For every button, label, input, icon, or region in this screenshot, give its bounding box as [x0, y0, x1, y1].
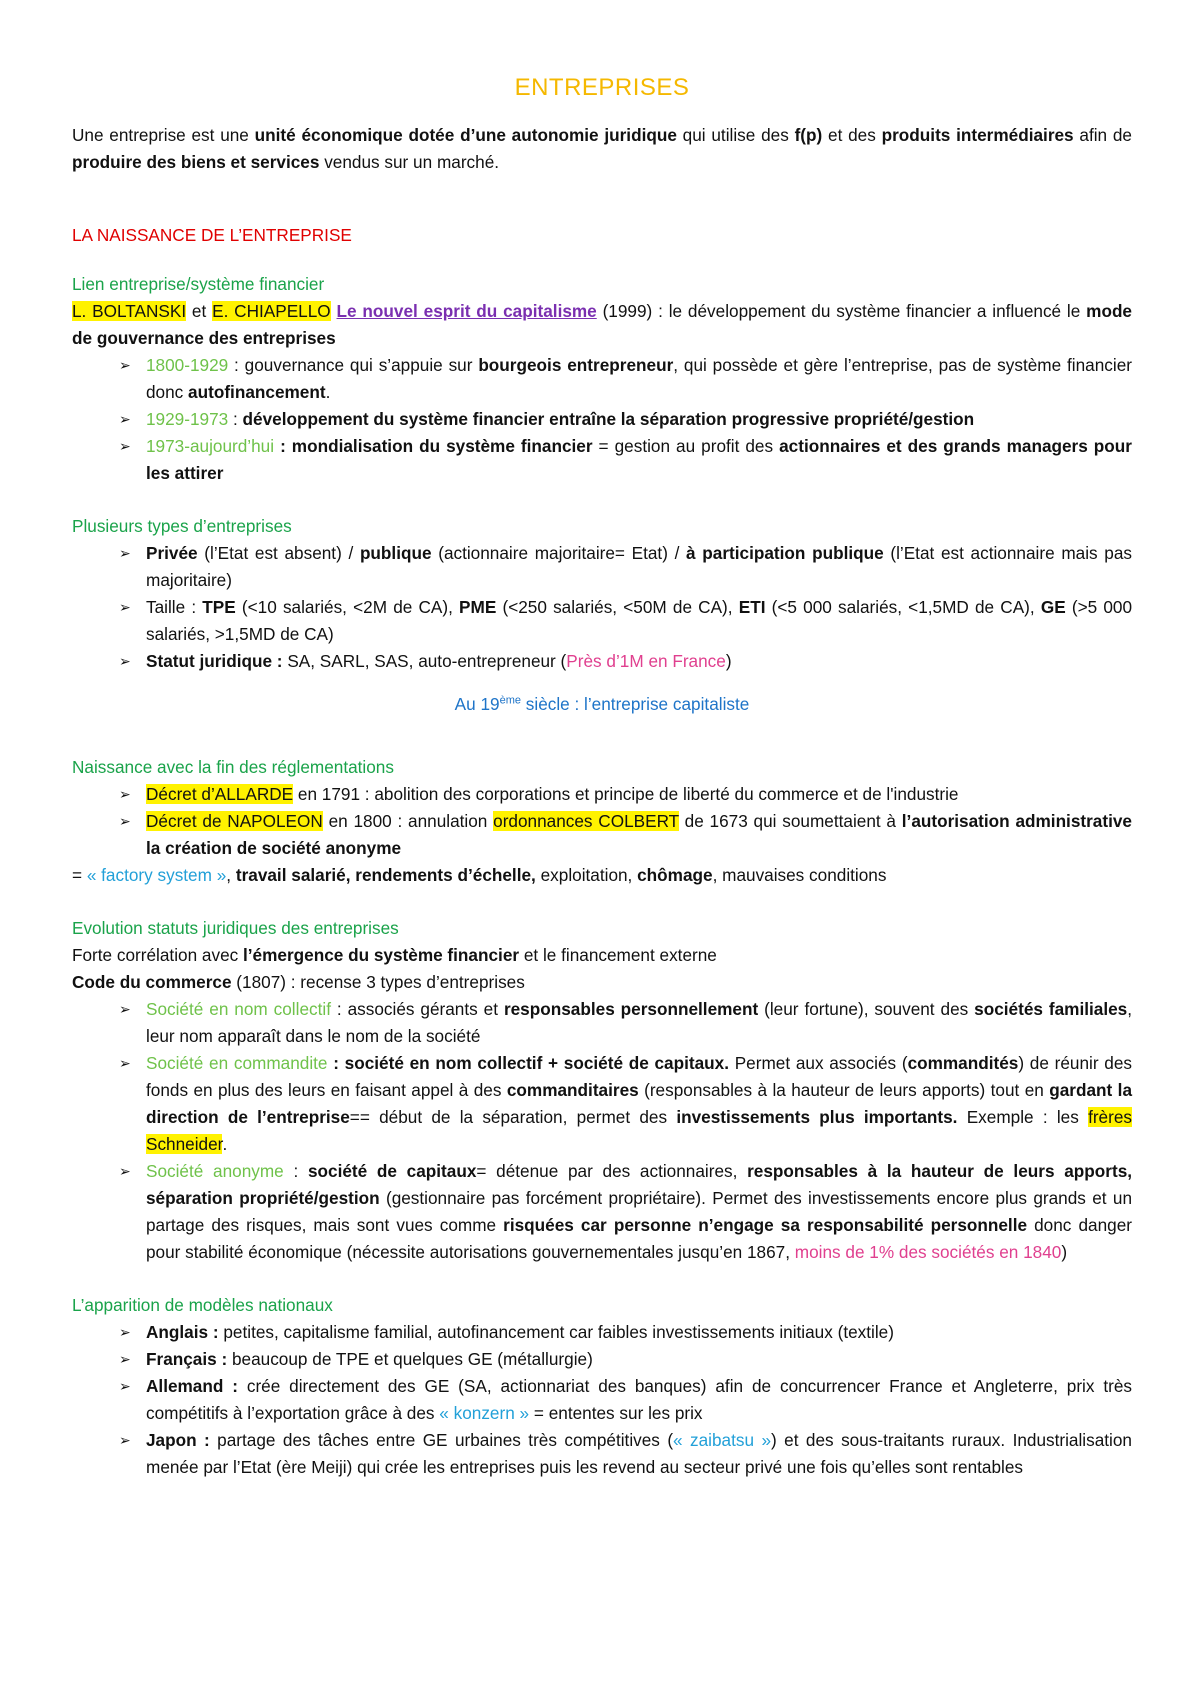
- document-page: [72, 62, 1132, 1481]
- list-item: ➢ 1929-1973 : développement du système financier entraîne la séparation progressive propriété/gestion: [146, 406, 1132, 433]
- page-title: ENTREPRISES: [514, 74, 690, 101]
- list-item: ➢ Allemand : crée directement des GE (SA, actionnariat des banques) afin de concurrencer France et Angleterre, prix très compétitifs à l’exportation grâce à des « konzern » = ententes sur les prix: [146, 1373, 1132, 1427]
- arrow-bullet-icon: ➢: [119, 653, 131, 669]
- arrow-bullet-icon: ➢: [119, 1324, 131, 1340]
- arrow-bullet-icon: ➢: [119, 813, 131, 829]
- arrow-bullet-icon: ➢: [119, 599, 131, 615]
- subsection-heading: Plusieurs types d’entreprises: [72, 516, 292, 536]
- list-item: ➢ Société anonyme : société de capitaux= détenue par des actionnaires, responsables à la hauteur de leurs apports, séparation propriété/gestion (gestionnaire pas forcément propriétaire). Permet des investissements encore plus grands et un partage des risques, mais sont vues comme risquées car personne n’engage sa responsabilité personnelle donc danger pour stabilité économique (nécessite autorisations gouvernementales jusqu’en 1867, moins de 1% des sociétés en 1840): [146, 1158, 1132, 1266]
- decrees-list: [72, 781, 1132, 862]
- list-item: ➢ Statut juridique : SA, SARL, SAS, auto-entrepreneur (Près d’1M en France): [146, 648, 1132, 675]
- list-item: ➢ 1800-1929 : gouvernance qui s’appuie sur bourgeois entrepreneur, qui possède et gère l’entreprise, pas de système financier donc autofinancement.: [146, 352, 1132, 406]
- list-item: ➢ Français : beaucoup de TPE et quelques GE (métallurgie): [146, 1346, 1132, 1373]
- types-list: [72, 540, 1132, 675]
- century-heading: Au 19ème siècle : l’entreprise capitaliste: [454, 694, 750, 714]
- code-commerce-line: Code du commerce (1807) : recense 3 types d’entreprises: [72, 972, 525, 992]
- subsection-heading: Evolution statuts juridiques des entreprises: [72, 918, 399, 938]
- arrow-bullet-icon: ➢: [119, 545, 131, 561]
- subsection-heading: L’apparition de modèles nationaux: [72, 1295, 333, 1315]
- list-item: ➢ Société en commandite : société en nom collectif + société de capitaux. Permet aux associés (commandités) de réunir des fonds en plus des leurs en faisant appel à des commanditaires (responsables à la hauteur de leurs apports) tout en gardant la direction de l’entreprise== début de la séparation, permet des investissements plus importants. Exemple : les frères Schneider.: [146, 1050, 1132, 1158]
- list-item: ➢ Anglais : petites, capitalisme familial, autofinancement car faibles investissements initiaux (textile): [146, 1319, 1132, 1346]
- section-heading: LA NAISSANCE DE L’ENTREPRISE: [72, 225, 352, 245]
- boltanski-paragraph: L. BOLTANSKI et E. CHIAPELLO Le nouvel esprit du capitalisme (1999) : le développement du système financier a influencé le mode de gouvernance des entreprises: [72, 301, 1132, 348]
- subsection-heading: Lien entreprise/système financier: [72, 274, 325, 294]
- list-item: ➢ Décret d’ALLARDE en 1791 : abolition des corporations et principe de liberté du commerce et de l'industrie: [146, 781, 1132, 808]
- list-item: ➢ 1973-aujourd’hui : mondialisation du système financier = gestion au profit des actionnaires et des grands managers pour les attirer: [146, 433, 1132, 487]
- arrow-bullet-icon: ➢: [119, 1378, 131, 1394]
- company-forms-list: [72, 996, 1132, 1266]
- list-item: ➢ Décret de NAPOLEON en 1800 : annulation ordonnances COLBERT de 1673 qui soumettaient à l’autorisation administrative la création de société anonyme: [146, 808, 1132, 862]
- arrow-bullet-icon: ➢: [119, 357, 131, 373]
- arrow-bullet-icon: ➢: [119, 1001, 131, 1017]
- correlation-line: Forte corrélation avec l’émergence du système financier et le financement externe: [72, 945, 717, 965]
- arrow-bullet-icon: ➢: [119, 1163, 131, 1179]
- national-models-list: [72, 1319, 1132, 1481]
- arrow-bullet-icon: ➢: [119, 1351, 131, 1367]
- governance-list: [72, 352, 1132, 487]
- arrow-bullet-icon: ➢: [119, 411, 131, 427]
- arrow-bullet-icon: ➢: [119, 786, 131, 802]
- arrow-bullet-icon: ➢: [119, 1055, 131, 1071]
- subsection-heading: Naissance avec la fin des réglementations: [72, 757, 394, 777]
- book-title-link[interactable]: Le nouvel esprit du capitalisme: [336, 301, 597, 321]
- list-item: ➢ Japon : partage des tâches entre GE urbaines très compétitives (« zaibatsu ») et des sous-traitants ruraux. Industrialisation menée par l’Etat (ère Meiji) qui crée les entreprises puis les revend au secteur privé une fois qu’elles sont rentables: [146, 1427, 1132, 1481]
- list-item: ➢ Privée (l’Etat est absent) / publique (actionnaire majoritaire= Etat) / à participation publique (l’Etat est actionnaire mais pas majoritaire): [146, 540, 1132, 594]
- arrow-bullet-icon: ➢: [119, 438, 131, 454]
- arrow-bullet-icon: ➢: [119, 1432, 131, 1448]
- list-item: ➢ Taille : TPE (<10 salariés, <2M de CA), PME (<250 salariés, <50M de CA), ETI (<5 000 salariés, <1,5MD de CA), GE (>5 000 salariés, >1,5MD de CA): [146, 594, 1132, 648]
- factory-system-line: = « factory system », travail salarié, rendements d’échelle, exploitation, chômage, mauvaises conditions: [72, 865, 887, 885]
- list-item: ➢ Société en nom collectif : associés gérants et responsables personnellement (leur fortune), souvent des sociétés familiales, leur nom apparaît dans le nom de la société: [146, 996, 1132, 1050]
- intro-paragraph: Une entreprise est une unité économique dotée d’une autonomie juridique qui utilise des f(p) et des produits intermédiaires afin de produire des biens et services vendus sur un marché.: [72, 125, 1132, 172]
